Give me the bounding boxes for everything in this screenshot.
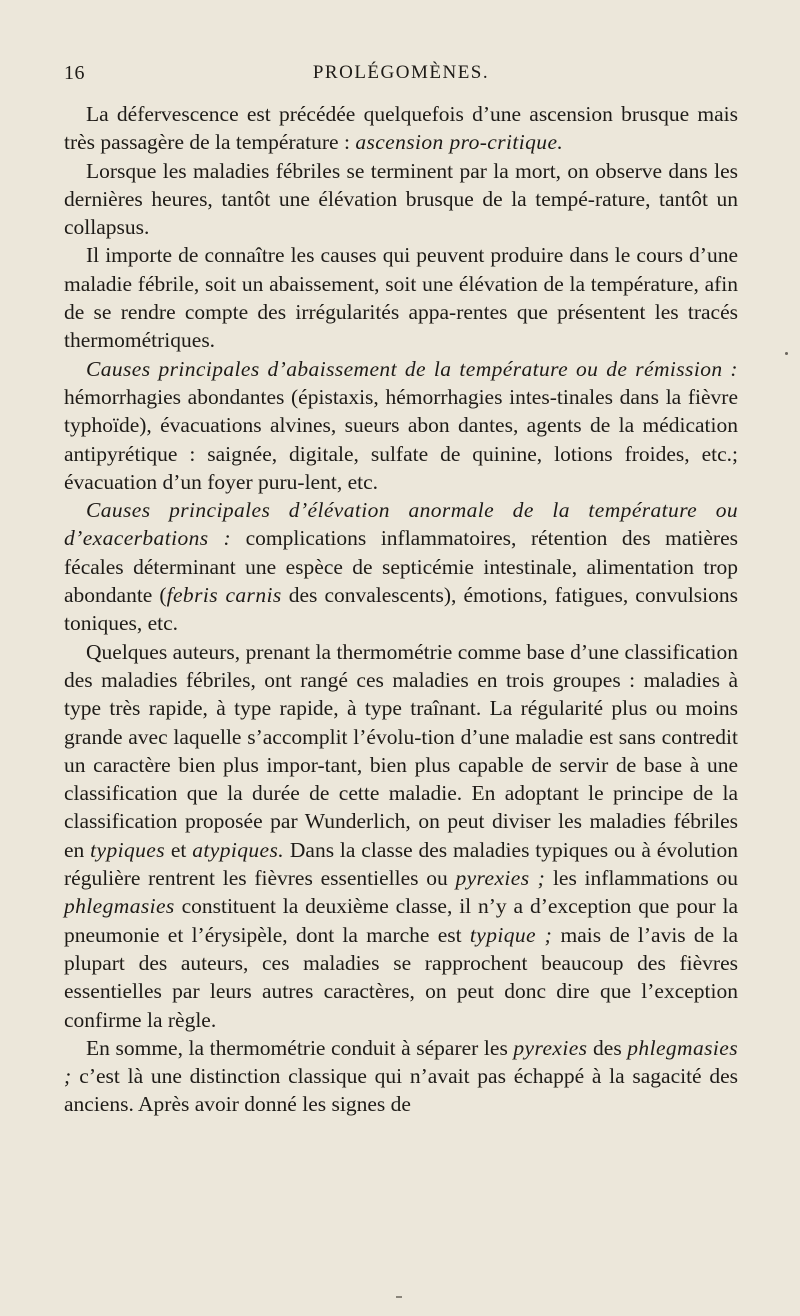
italic-term: phlegmasies: [64, 894, 175, 919]
print-speck: [396, 1296, 402, 1298]
paragraph-causes-irregularites: [64, 241, 738, 354]
paragraph-classification: [64, 638, 738, 1034]
paragraph-terminaison-mort: [64, 157, 738, 242]
text-run: Dans la classe des maladies typiques ou à évolution régulière rentrent les fièvres essentielles ou: [64, 837, 738, 891]
running-title: PROLÉGOMÈNES.: [312, 62, 490, 83]
italic-term: Causes principales d’abaissement de la température ou de rémission :: [86, 356, 738, 381]
italic-term: typique ;: [469, 922, 553, 947]
text-run: constituent la deuxième classe, il n’y a d’exception que pour la pneumonie et l’érysipèle, dont la marche est: [64, 894, 738, 947]
text-run: hémorrhagies abondantes (épistaxis, hémorrhagies intes-tinales dans la fièvre typhoïde), évacuations alvines, sueurs abon dantes, agents de la médication antipyrétique : saignée, digitale, sulfate de quinine, lotions froides, etc.; évacuation d’un foyer puru-lent, etc.: [64, 384, 738, 494]
body-text: [64, 100, 738, 1119]
paragraph-ascension-pro-critique: [64, 100, 738, 157]
italic-term: Causes principales d’élévation anormale de la température ou d’exacerbations :: [64, 498, 738, 551]
print-speck: [785, 352, 788, 355]
text-run: et: [165, 837, 193, 862]
text-run: les inflammations ou: [545, 866, 738, 891]
paragraph-causes-abaissement: [64, 355, 738, 496]
text-run: complications inflammatoires, rétention des matières fécales déterminant une espèce de septicémie intestinale, alimentation trop abondante (: [64, 526, 738, 608]
running-head: [64, 62, 738, 90]
text-run: Lorsque les maladies fébriles se terminent par la mort, on observe dans les dernières heures, tantôt une élévation brusque de la tempé-rature, tantôt un collapsus.: [64, 158, 738, 240]
text-run: La défervescence est précédée quelquefois d’une ascension brusque mais très passagère de la température :: [64, 102, 738, 155]
text-run: des convalescents), émotions, fatigues, convulsions toniques, etc.: [64, 583, 738, 636]
text-run: des: [587, 1035, 628, 1060]
text-run: Quelques auteurs, prenant la thermométrie comme base d’une classification des maladies fébriles, ont rangé ces maladies en trois groupes : maladies à type très rapide, à type rapide, à type traînant. La régularité plus ou moins grande avec laquelle s’accomplit l’évolu-tion d’une maladie est sans contredit un caractère bien plus impor-tant, bien plus capable de servir de base à une classification que la durée de cette maladie. En adoptant le principe de la classification proposée par Wunderlich, on peut diviser les maladies fébriles en: [64, 639, 738, 862]
italic-term: pyrexies ;: [455, 866, 546, 891]
text-run: mais de l’avis de la plupart des auteurs, ces maladies se rapprochent beaucoup des fièvres essentielles par leurs autres caractères, on peut donc dire que l’exception confirme la règle.: [64, 922, 738, 1032]
text-run: c’est là une distinction classique qui n’avait pas échappé à la sagacité des anciens. Après avoir donné les signes de: [64, 1064, 738, 1117]
italic-term: phlegmasies ;: [64, 1035, 738, 1089]
page-number: 16: [64, 62, 85, 84]
italic-term: pyrexies: [513, 1035, 588, 1060]
italic-term: febris carnis: [166, 583, 282, 608]
italic-term: ascension pro-critique.: [355, 130, 564, 155]
text-run: Il importe de connaître les causes qui peuvent produire dans le cours d’une maladie fébrile, soit un abaissement, soit une élévation de la température, afin de se rendre compte des irrégularités appa-rentes que présentent les tracés thermométriques.: [64, 243, 738, 353]
paragraph-causes-elevation: [64, 496, 738, 637]
italic-term: atypiques.: [192, 837, 285, 862]
italic-term: typiques: [90, 837, 166, 862]
text-run: En somme, la thermométrie conduit à séparer les: [86, 1035, 514, 1060]
paragraph-pyrexies-phlegmasies: [64, 1034, 738, 1119]
